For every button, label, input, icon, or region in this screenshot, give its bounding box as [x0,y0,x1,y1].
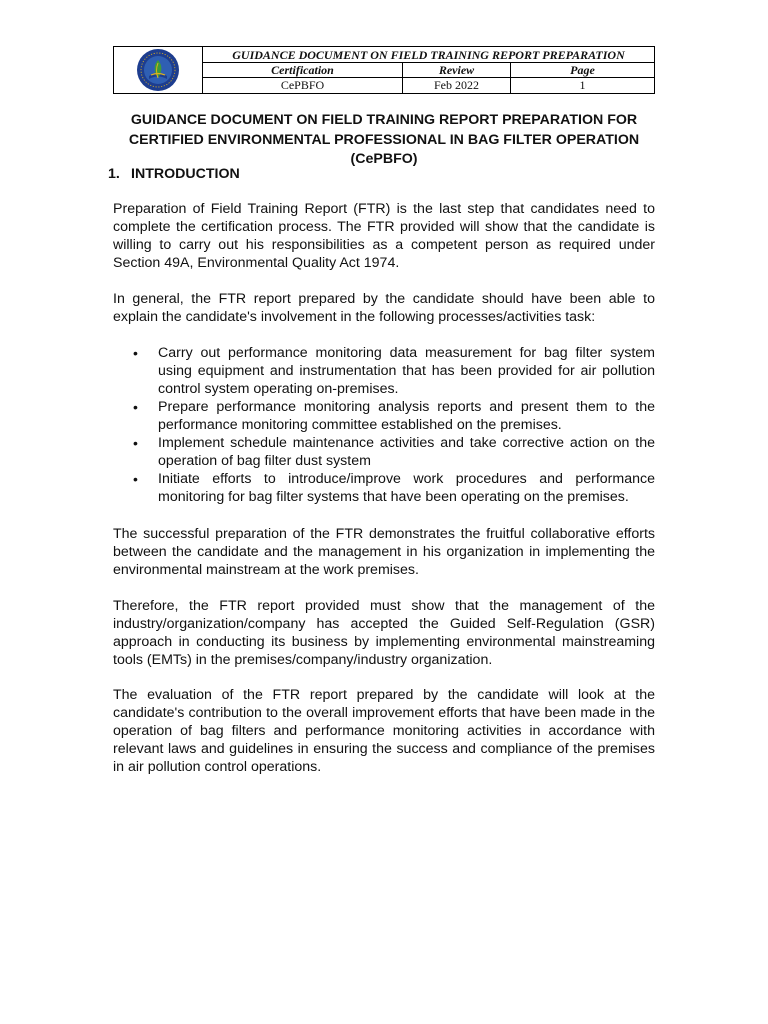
header-column-certification: Certification [203,63,403,78]
document-title: GUIDANCE DOCUMENT ON FIELD TRAINING REPORT PREPARATION FOR CERTIFIED ENVIRONMENTAL PROFESSIONAL IN BAG FILTER OPERATION (CePBFO) [128,112,640,167]
logo-cell [114,47,203,93]
section-heading [108,165,240,183]
header-value-certification: CePBFO [203,78,403,93]
list-item-text: Implement schedule maintenance activities and take corrective action on the operation of bag filter dust system [158,435,655,469]
list-item [113,470,655,506]
header-value-page: 1 [579,78,586,92]
paragraph: Preparation of Field Training Report (FTR) is the last step that candidates need to complete the certification process. The FTR provided will show that the candidate is willing to carry out his responsibilities as a competent person as required under Section 49A, Environmental Quality Act 1974. [113,201,655,271]
list-item [113,344,655,398]
section-title: INTRODUCTION [131,166,240,182]
activity-bullet-list [113,344,655,506]
paragraph: In general, the FTR report prepared by the candidate should have been able to explain the candidate's involvement in the following processes/activities task: [113,291,655,325]
header-grid [203,47,654,93]
bullet-icon: • [133,471,138,487]
header-value-review: Feb 2022 [403,78,511,93]
header-title: GUIDANCE DOCUMENT ON FIELD TRAINING REPORT PREPARATION [203,47,654,63]
paragraph: The successful preparation of the FTR demonstrates the fruitful collaborative efforts between the candidate and the management in his organization in implementing the environmental mainstream at the work premises. [113,526,655,578]
list-item-text: Carry out performance monitoring data measurement for bag filter system using equipment and instrumentation that has been provided for air pollution control system operating on-premises. [158,345,655,397]
list-item [113,398,655,434]
list-item-text: Prepare performance monitoring analysis reports and present them to the performance monitoring committee established on the premises. [158,399,655,433]
paragraph: The evaluation of the FTR report prepared by the candidate will look at the candidate's contribution to the overall improvement efforts that have been made in the operation of bag filters and performance monitoring activities in accordance with relevant laws and guidelines in ensuring the success and compliance of the premises in air pollution control operations. [113,687,655,775]
bullet-icon: • [133,435,138,451]
department-seal-icon [136,48,180,92]
paragraph: Therefore, the FTR report provided must show that the management of the industry/organization/company has accepted the Guided Self-Regulation (GSR) approach in conducting its business by implementing environmental mainstreaming tools (EMTs) in the premises/company/industry organization. [113,598,655,668]
list-item [113,434,655,470]
bullet-icon: • [133,345,138,361]
document-header-table [113,46,655,94]
section-number: 1. [108,166,120,182]
header-column-review: Review [403,63,511,78]
header-column-row [203,63,654,78]
list-item-text: Initiate efforts to introduce/improve work procedures and performance monitoring for bag filter systems that have been operating on the premises. [158,471,655,505]
bullet-icon: • [133,399,138,415]
header-column-page: Page [570,63,595,77]
header-value-row [203,78,654,93]
